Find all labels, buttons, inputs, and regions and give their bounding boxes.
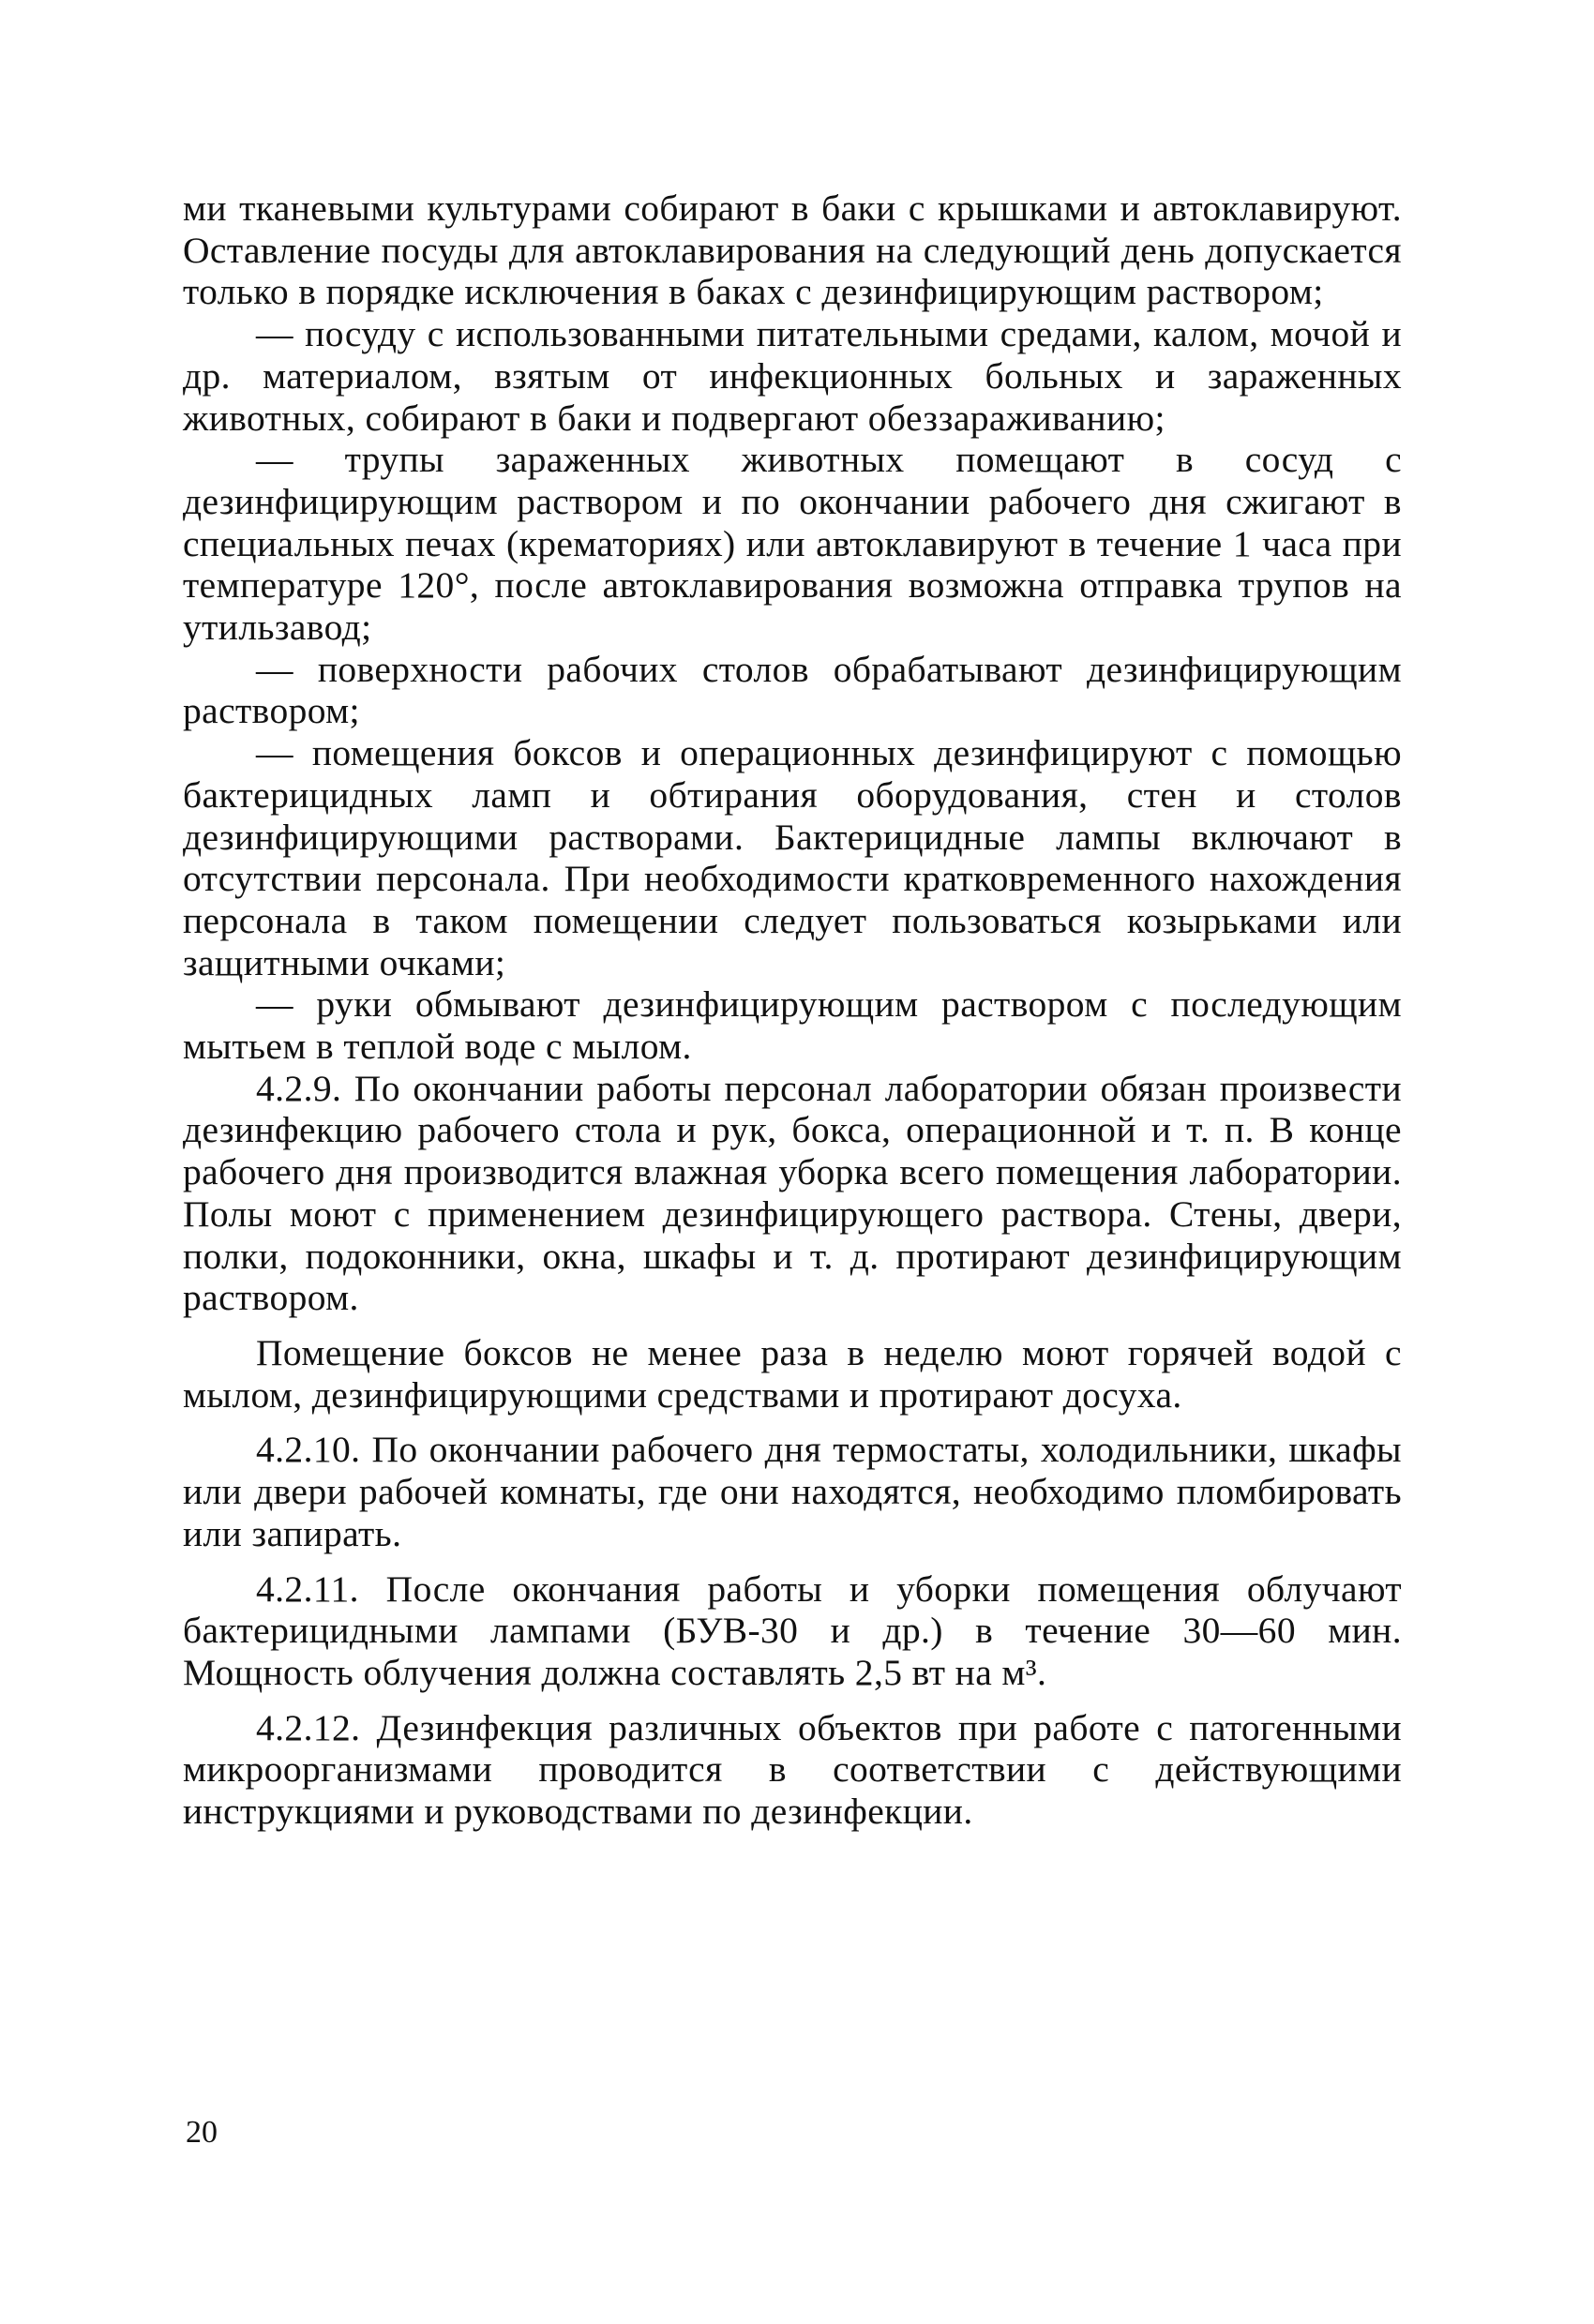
paragraph-list-item-tables: — поверхности рабочих столов обрабатывают дезинфицирующим раствором; [183, 648, 1402, 732]
paragraph-4-2-12: 4.2.12. Дезинфекция различных объектов при работе с патогенными микроорганизмами проводится в соответствии с действующими инструкциями и руководствами по дезинфекции. [183, 1706, 1402, 1833]
paragraph-list-item-dishes: — посуду с использованными питательными средами, калом, мочой и др. материалом, взятым от инфекционных больных и зараженных животных, собирают в баки и подвергают обеззараживанию; [183, 313, 1402, 439]
paragraph-4-2-11: 4.2.11. После окончания работы и уборки помещения облучают бактерицидными лампами (БУВ-30 и др.) в течение 30—60 мин. Мощность облучения должна составлять 2,5 вт на м³. [183, 1567, 1402, 1693]
paragraph-continuation: ми тканевыми культурами собирают в баки с крышками и автоклавируют. Оставление посуды для автоклавирования на следующий день допускается только в порядке исключения в баках с дезинфицирующим раствором; [183, 187, 1402, 313]
paragraph-4-2-10: 4.2.10. По окончании рабочего дня термостаты, холодильники, шкафы или двери рабочей комнаты, где они находятся, необходимо пломбировать или запирать. [183, 1429, 1402, 1554]
page-number: 20 [186, 2115, 218, 2150]
body-text [183, 187, 1402, 1833]
paragraph-boxes-washing: Помещение боксов не менее раза в неделю моют горячей водой с мылом, дезинфицирующими средствами и протирают досуха. [183, 1331, 1402, 1416]
paragraph-4-2-9: 4.2.9. По окончании работы персонал лаборатории обязан произвести дезинфекцию рабочего стола и рук, бокса, операционной и т. п. В конце рабочего дня производится влажная уборка всего помещения лаборатории. Полы моют с применением дезинфицирующего раствора. Стены, двери, полки, подоконники, окна, шкафы и т. д. протирают дезинфицирующим раствором. [183, 1067, 1402, 1319]
paragraph-list-item-boxes: — помещения боксов и операционных дезинфицируют с помощью бактерицидных ламп и обтирания оборудования, стен и столов дезинфицирующими растворами. Бактерицидные лампы включают в отсутствии персонала. При необходимости кратковременного нахождения персонала в таком помещении следует пользоваться козырьками или защитными очками; [183, 732, 1402, 983]
paragraph-list-item-hands: — руки обмывают дезинфицирующим раствором с последующим мытьем в теплой воде с мылом. [183, 983, 1402, 1068]
paragraph-list-item-corpses: — трупы зараженных животных помещают в сосуд с дезинфицирующим раствором и по окончании рабочего дня сжигают в специальных печах (крематориях) или автоклавируют в течение 1 часа при температуре 120°, после автоклавирования возможна отправка трупов на утильзавод; [183, 439, 1402, 649]
